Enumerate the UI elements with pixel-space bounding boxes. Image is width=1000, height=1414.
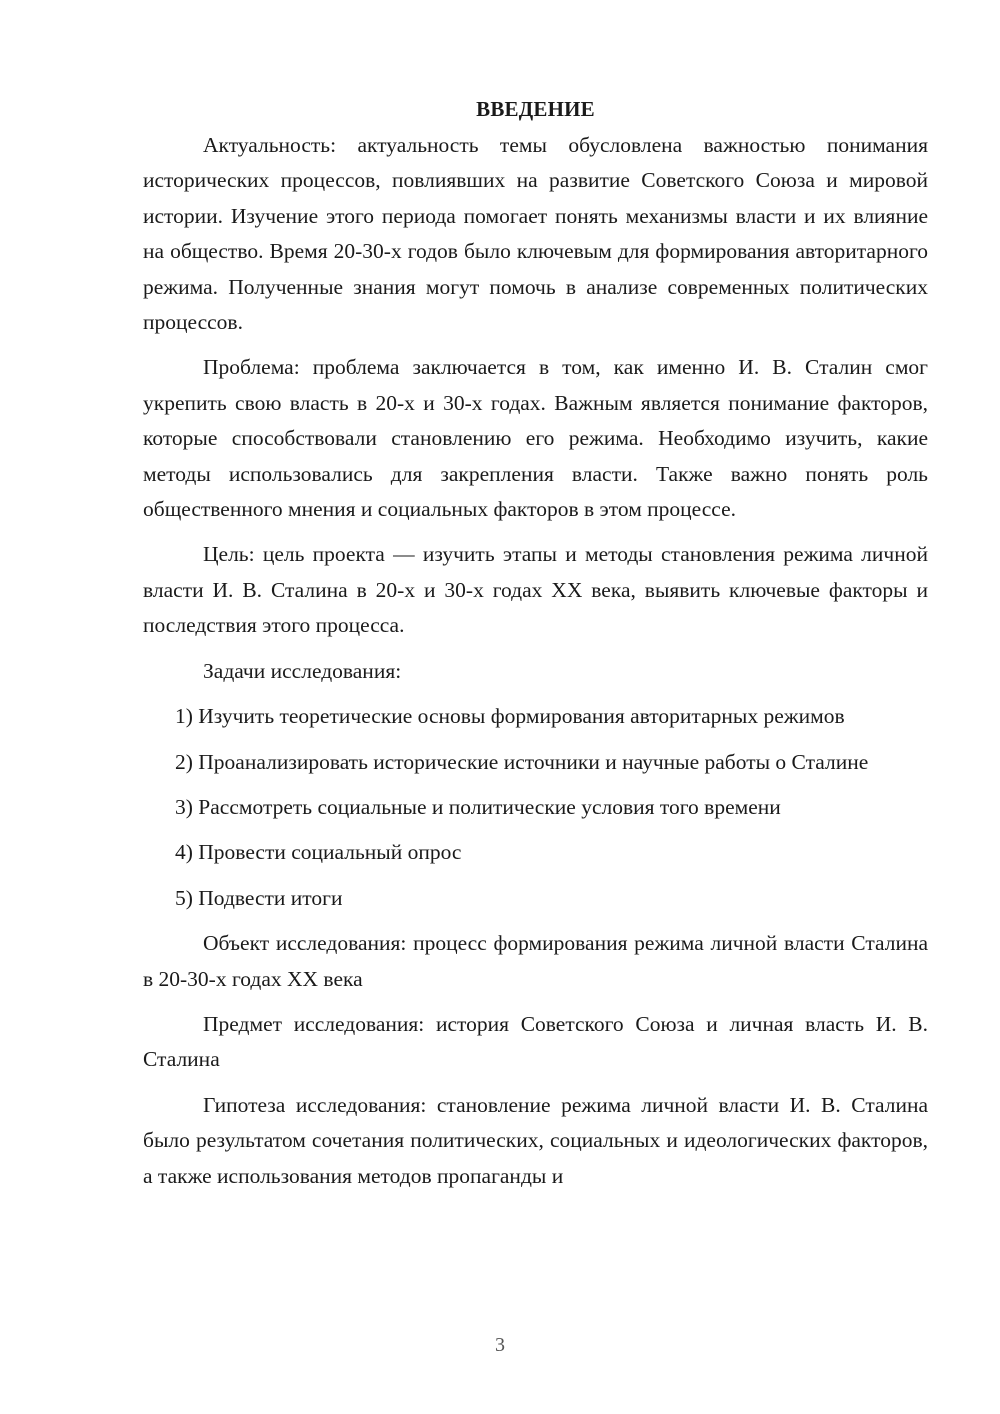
- task-item: 3) Рассмотреть социальные и политические условия того времени: [175, 794, 781, 819]
- paragraph-tasks-heading: Задачи исследования:: [203, 658, 402, 683]
- paragraph-hypothesis: Гипотеза исследования: становление режима личной власти И. В. Сталина было результатом сочетания политических, социальных и идеологических факторов, а также использования методов пропаганды и: [143, 1092, 928, 1188]
- page-number: 3: [495, 1334, 505, 1356]
- paragraph-goal: Цель: цель проекта — изучить этапы и методы становления режима личной власти И. В. Сталина в 20-х и 30-х годах XX века, выявить ключевые факторы и последствия этого процесса.: [143, 542, 928, 638]
- section-title: ВВЕДЕНИЕ: [476, 97, 595, 121]
- task-item: 1) Изучить теоретические основы формирования авторитарных режимов: [175, 704, 845, 729]
- task-item: 4) Провести социальный опрос: [175, 840, 462, 865]
- paragraph-subject: Предмет исследования: история Советского Союза и личная власть И. В. Сталина: [143, 1011, 928, 1072]
- paragraph-relevance: Актуальность: актуальность темы обусловлена важностью понимания исторических процессов, повлиявших на развитие Советского Союза и мировой истории. Изучение этого периода помогает понять механизмы власти и их влияние на общество. Время 20-30-х годов было ключевым для формирования авторитарного режима. Полученные знания могут помочь в анализе современных политических процессов.: [143, 133, 928, 335]
- task-item: 2) Проанализировать исторические источники и научные работы о Сталине: [175, 749, 869, 774]
- paragraph-object: Объект исследования: процесс формирования режима личной власти Сталина в 20-30-х годах XX века: [143, 931, 928, 991]
- task-item: 5) Подвести итоги: [175, 885, 343, 910]
- paragraph-problem: Проблема: проблема заключается в том, как именно И. В. Сталин смог укрепить свою власть в 20-х и 30-х годах. Важным является понимание факторов, которые способствовали становлению его режима. Необходимо изучить, какие методы использовались для закрепления власти. Также важно понять роль общественного мнения и социальных факторов в этом процессе.: [143, 355, 928, 522]
- page-content: [143, 92, 928, 1204]
